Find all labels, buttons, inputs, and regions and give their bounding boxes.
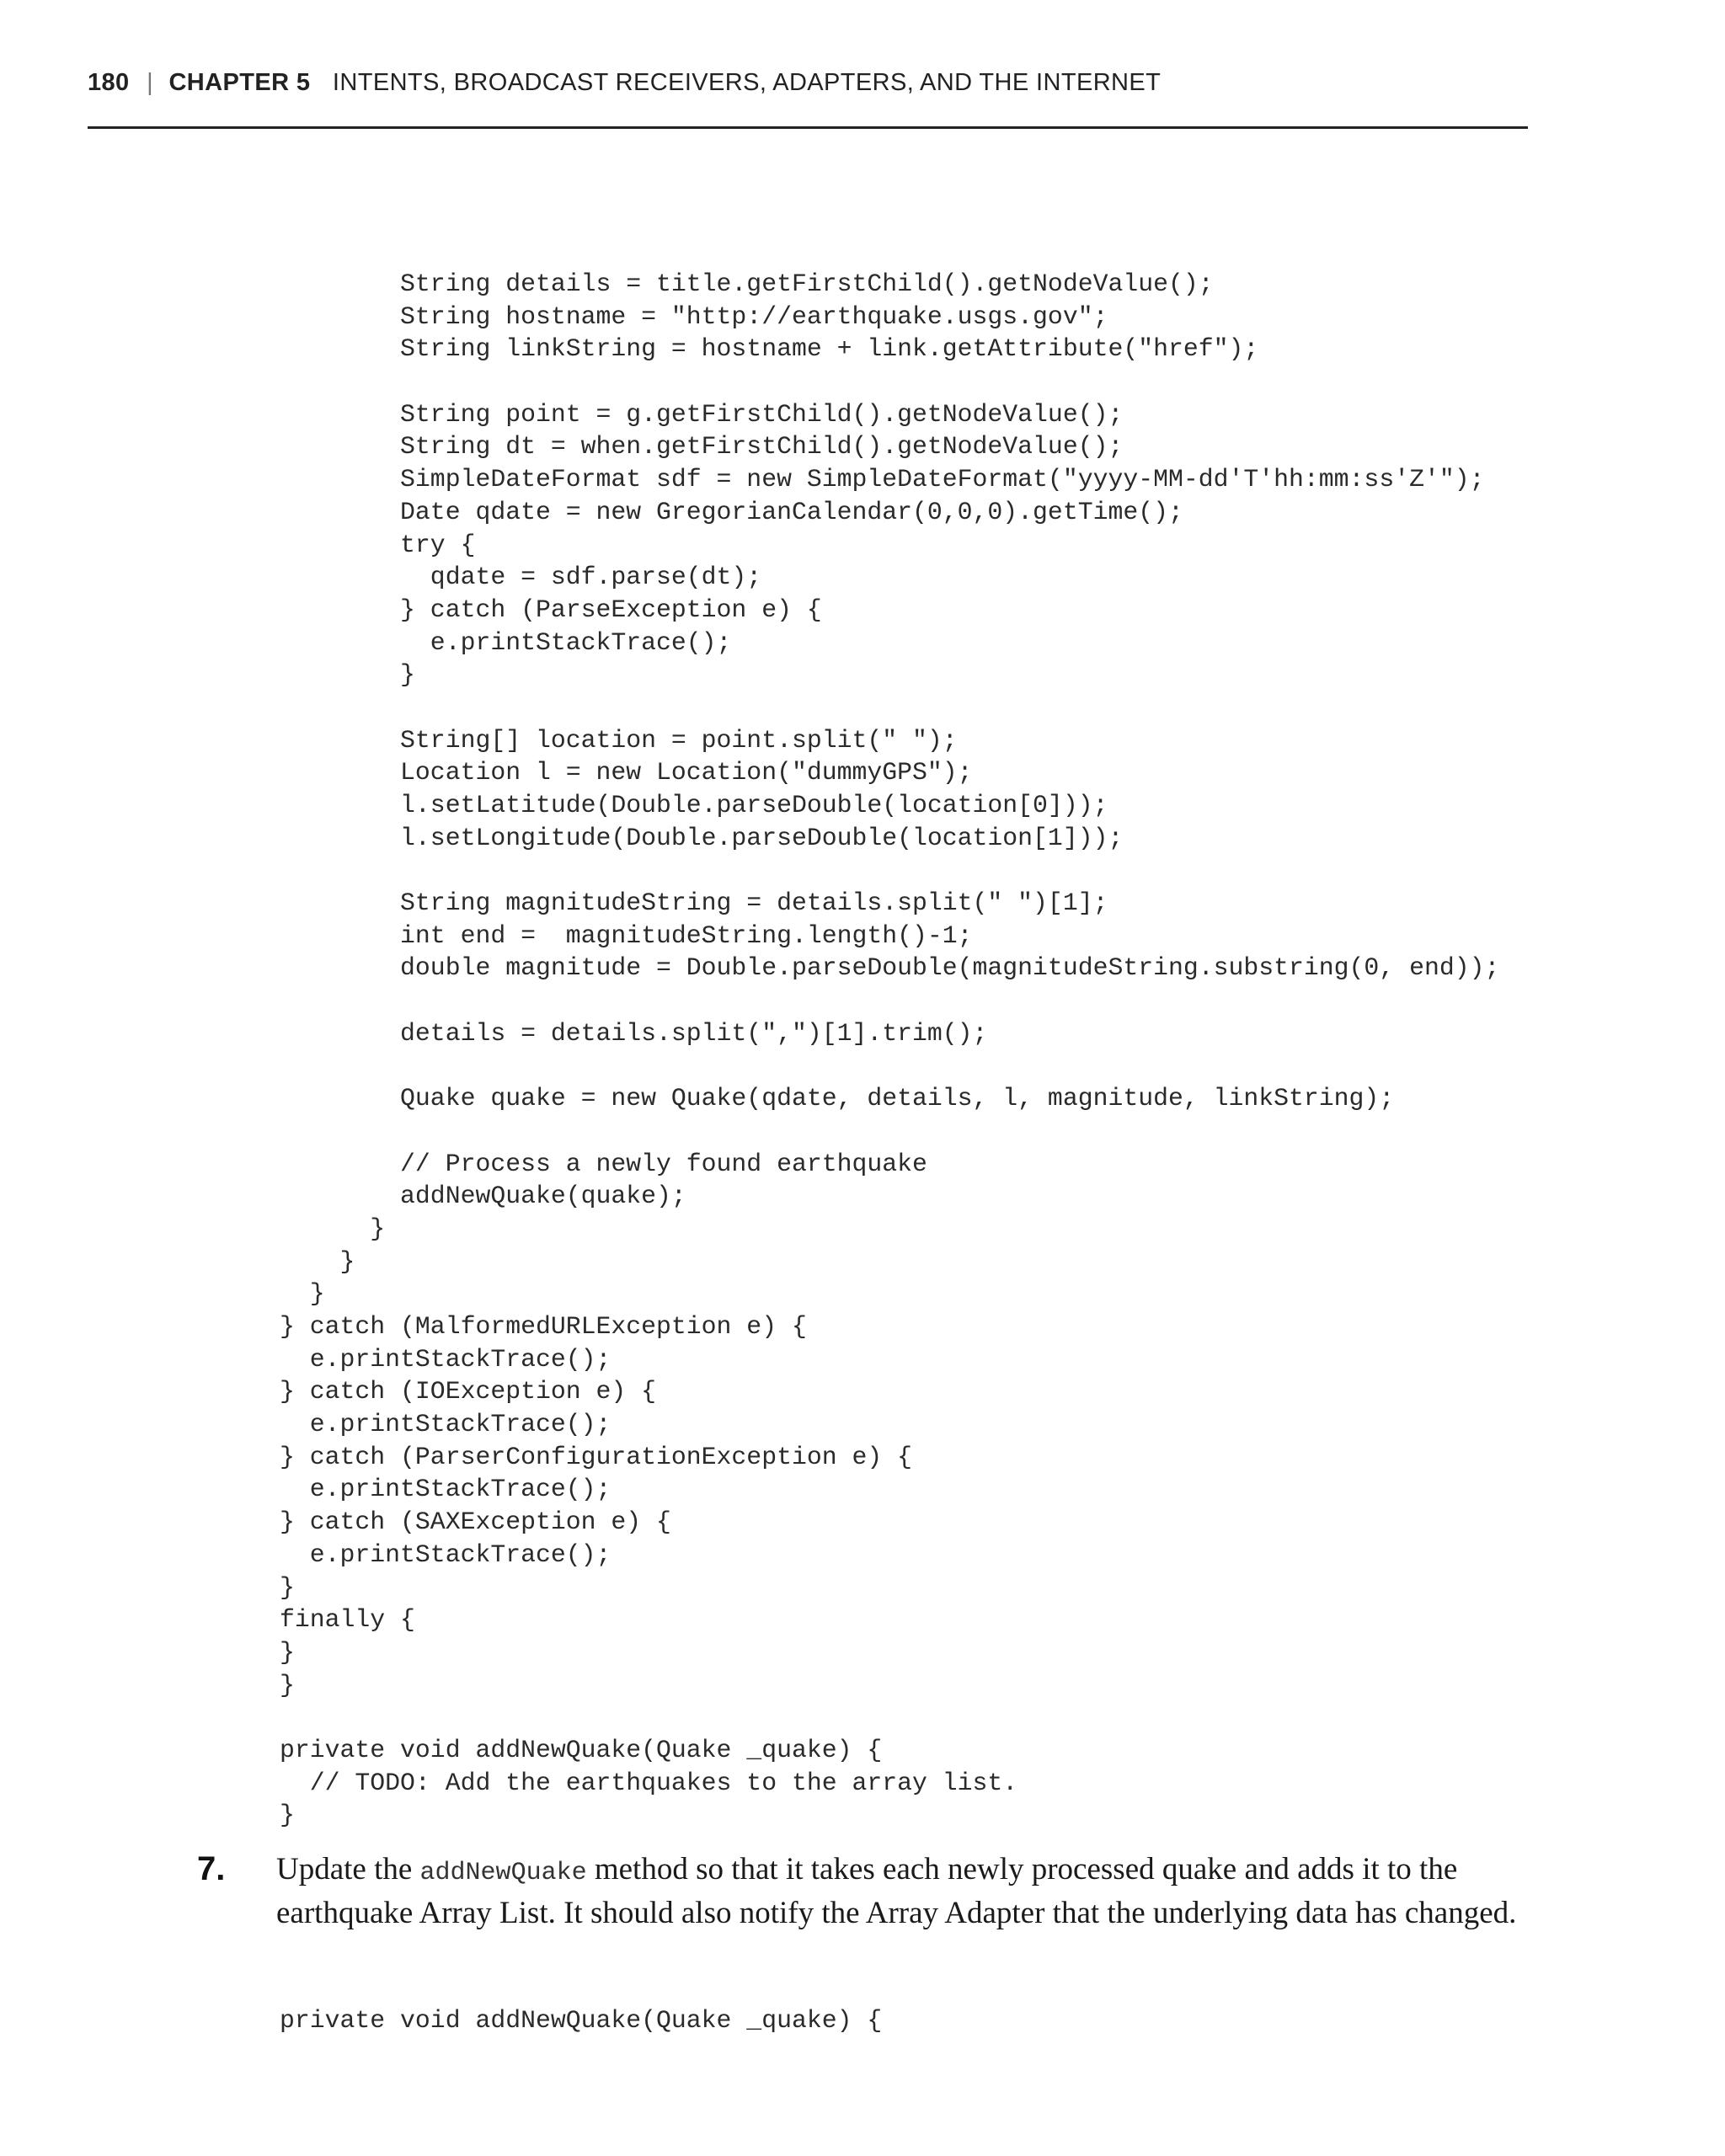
code-listing-final — [280, 2004, 882, 2037]
code-line: SimpleDateFormat sdf = new SimpleDateFormat("yyyy-MM-dd'T'hh:mm:ss'Z'"); — [280, 465, 1485, 494]
header-separator: | — [147, 69, 153, 96]
code-line: String dt = when.getFirstChild().getNodeValue(); — [280, 432, 1124, 462]
code-line — [280, 1050, 1499, 1083]
code-line: } catch (MalformedURLException e) { — [280, 1312, 807, 1341]
page-number: 180 — [88, 69, 130, 96]
inline-code-method: addNewQuake — [419, 1859, 587, 1887]
code-line: e.printStackTrace(); — [280, 1540, 611, 1569]
code-line: // TODO: Add the earthquakes to the array list. — [280, 1768, 1018, 1797]
code-line: l.setLatitude(Double.parseDouble(location[0])); — [280, 791, 1108, 819]
step-text-after: method so that it takes each newly processed quake and adds it to the earthquake Array List. It should also notify the Array Adapter that the underlying data has changed. — [276, 1852, 1517, 1930]
code-line: } catch (SAXException e) { — [280, 1508, 671, 1537]
code-line: String magnitudeString = details.split(" ")[1]; — [280, 889, 1108, 918]
code-line: String linkString = hostname + link.getAttribute("href"); — [280, 334, 1259, 364]
code-line: e.printStackTrace(); — [280, 1410, 611, 1439]
code-line: Quake quake = new Quake(qdate, details, l, magnitude, linkString); — [280, 1084, 1395, 1113]
code-line: } — [280, 1279, 325, 1309]
code-line: e.printStackTrace(); — [280, 627, 732, 657]
code-line: private void addNewQuake(Quake _quake) { — [280, 1735, 883, 1764]
code-listing-main — [280, 268, 1499, 1832]
code-line: String point = g.getFirstChild().getNodeValue(); — [280, 399, 1124, 429]
step-number: 7. — [197, 1850, 226, 1887]
code-line: qdate = sdf.parse(dt); — [280, 563, 762, 592]
code-line: } — [280, 1670, 295, 1700]
chapter-title: INTENTS, BROADCAST RECEIVERS, ADAPTERS, AND THE INTERNET — [332, 69, 1162, 96]
code-line: l.setLongitude(Double.parseDouble(location[1])); — [280, 823, 1124, 852]
code-line: e.printStackTrace(); — [280, 1344, 611, 1374]
code-line — [280, 366, 1499, 398]
code-line: } — [280, 1572, 295, 1602]
step-text-before: Update the — [276, 1852, 420, 1886]
code-line: int end = magnitudeString.length()-1; — [280, 921, 973, 950]
code-line: Location l = new Location("dummyGPS"); — [280, 758, 973, 787]
code-line: } — [280, 1214, 386, 1243]
code-line: } — [280, 660, 415, 690]
code-line: // Process a newly found earthquake — [280, 1149, 927, 1178]
step-text — [276, 1849, 1527, 1933]
code-line: finally { — [280, 1605, 415, 1635]
code-line: } — [280, 1637, 295, 1667]
code-line: } — [280, 1246, 355, 1276]
header-rule — [88, 126, 1528, 129]
code-line — [280, 854, 1499, 887]
code-line: } — [280, 1801, 295, 1830]
code-line — [280, 1701, 1499, 1734]
code-line — [280, 691, 1499, 724]
code-line: String hostname = "http://earthquake.usgs.gov"; — [280, 302, 1108, 331]
code-line: } catch (IOException e) { — [280, 1377, 657, 1406]
code-line: e.printStackTrace(); — [280, 1475, 611, 1504]
code-line: String details = title.getFirstChild().getNodeValue(); — [280, 270, 1214, 298]
code-line — [280, 985, 1499, 1017]
code-line: } catch (ParserConfigurationException e) { — [280, 1442, 913, 1471]
code-line: Date qdate = new GregorianCalendar(0,0,0).getTime(); — [280, 497, 1183, 526]
code-line: } catch (ParseException e) { — [280, 595, 822, 624]
code-line: String[] location = point.split(" "); — [280, 725, 958, 755]
code-line: private void addNewQuake(Quake _quake) { — [280, 2006, 883, 2035]
code-line: double magnitude = Double.parseDouble(magnitudeString.substring(0, end)); — [280, 953, 1500, 983]
chapter-label: CHAPTER 5 — [168, 69, 311, 96]
code-line: details = details.split(",")[1].trim(); — [280, 1018, 988, 1048]
code-line — [280, 1115, 1499, 1148]
code-line: try { — [280, 530, 476, 559]
code-line: addNewQuake(quake); — [280, 1182, 686, 1211]
running-header — [88, 69, 1161, 97]
